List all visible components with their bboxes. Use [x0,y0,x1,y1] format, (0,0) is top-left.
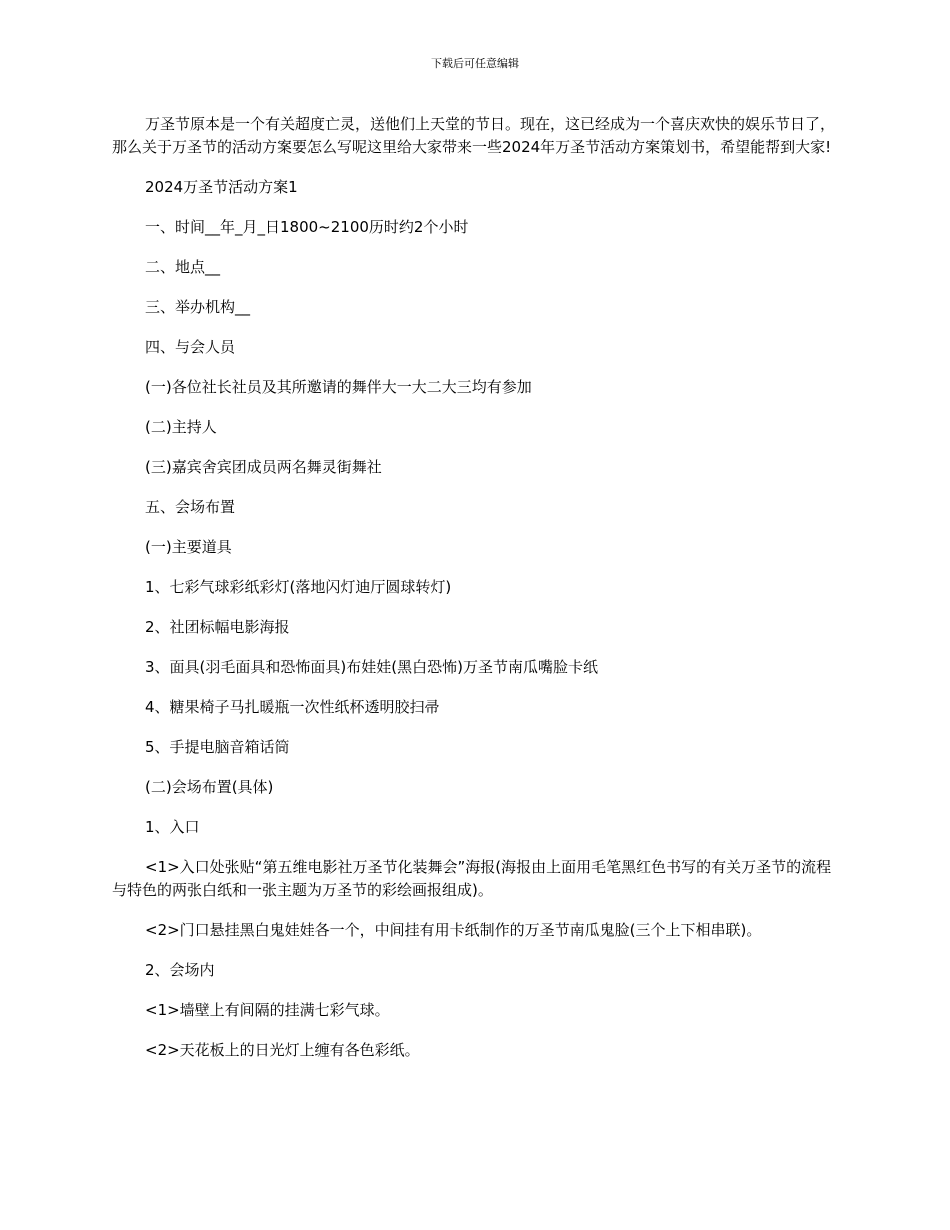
paragraph: 2、社团标幅电影海报 [145,618,290,636]
paragraph: <2>天花板上的日光灯上缠有各色彩纸。 [145,1041,420,1059]
paragraph: 1、入口 [145,818,200,836]
paragraph: 3、面具(羽毛面具和恐怖面具)布娃娃(黑白恐怖)万圣节南瓜嘴脸卡纸 [145,658,598,676]
paragraph: 四、与会人员 [145,338,236,356]
paragraph: <2>门口悬挂黑白鬼娃娃各一个，中间挂有用卡纸制作的万圣节南瓜鬼脸(三个上下相串联)。 [145,921,762,939]
paragraph: (一)主要道具 [145,538,232,556]
paragraph: (一)各位社长社员及其所邀请的舞伴大一大二大三均有参加 [145,378,532,396]
paragraph: 1、七彩气球彩纸彩灯(落地闪灯迪厅圆球转灯) [145,578,452,596]
paragraph: 三、举办机构__ [145,298,251,316]
paragraph: 2、会场内 [145,961,215,979]
paragraph: 一、时间__年_月_日1800~2100历时约2个小时 [145,218,469,236]
paragraph: 五、会场布置 [145,498,236,516]
intro-paragraph: 万圣节原本是一个有关超度亡灵，送他们上天堂的节日。现在，这已经成为一个喜庆欢快的娱乐节日了，那么关于万圣节的活动方案要怎么写呢这里给大家带来一些2024年万圣节活动方案策划书，希望能帮到大家! [112,115,836,156]
paragraph: (三)嘉宾舍宾团成员两名舞灵街舞社 [145,458,382,476]
section-title: 2024万圣节活动方案1 [145,178,298,196]
header-note: 下载后可任意编辑 [431,57,519,70]
paragraph: (二)会场布置(具体) [145,778,274,796]
document-body [112,113,838,1079]
paragraph: (二)主持人 [145,418,217,436]
paragraph: 4、糖果椅子马扎暖瓶一次性纸杯透明胶扫帚 [145,698,440,716]
paragraph: 二、地点__ [145,258,221,276]
paragraph: <1>入口处张贴“第五维电影社万圣节化装舞会”海报(海报由上面用毛笔黑红色书写的有关万圣节的流程与特色的两张白纸和一张主题为万圣节的彩绘画报组成)。 [112,858,832,899]
paragraph: <1>墙壁上有间隔的挂满七彩气球。 [145,1001,390,1019]
paragraph: 5、手提电脑音箱话筒 [145,738,290,756]
